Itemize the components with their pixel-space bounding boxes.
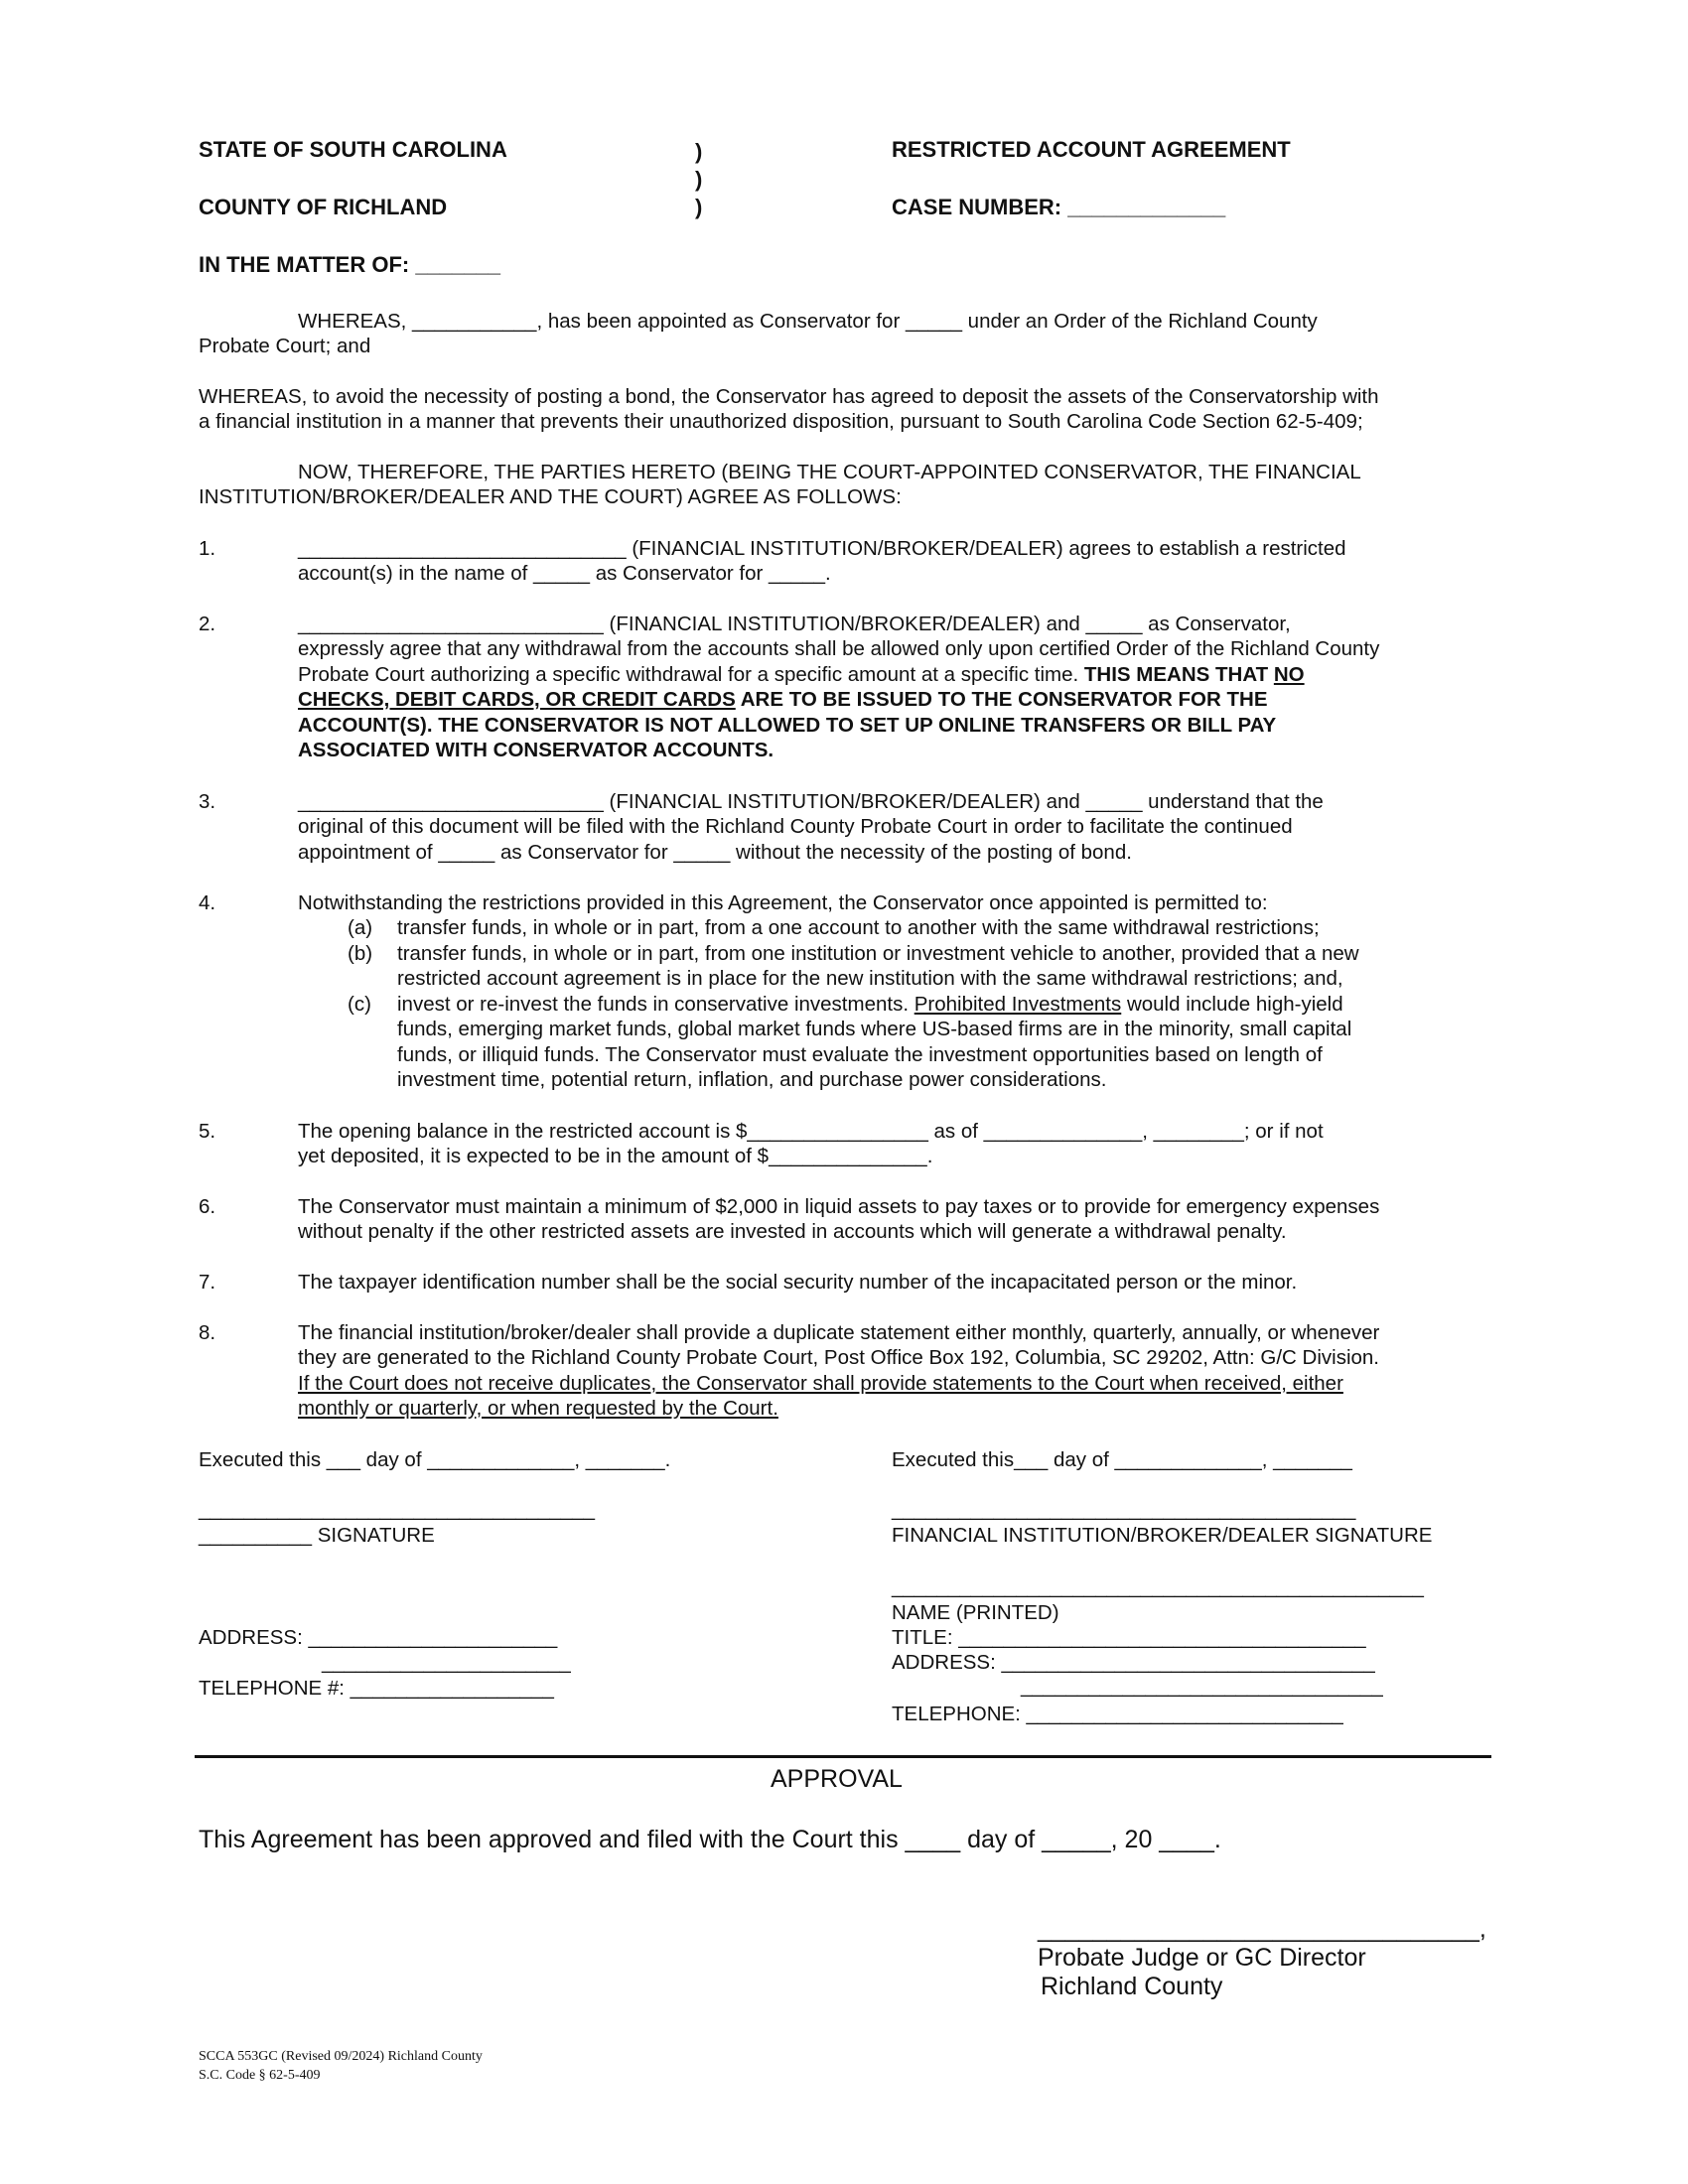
subitem-c-text: would include high-yield — [1121, 993, 1343, 1016]
whereas-appointment-cont: Probate Court; and — [199, 335, 371, 357]
conservator-address-line2: ______________________ — [322, 1651, 571, 1674]
approval-statement: This Agreement has been approved and filed with the Court this ____ day of _____, 20 ____. — [199, 1826, 1221, 1853]
item-2-emphasis-underlined: NO — [1273, 663, 1305, 686]
item-7-line: The taxpayer identification number shall be the social security number of the incapacitated person or the minor. — [298, 1271, 1298, 1294]
institution-signature-label: FINANCIAL INSTITUTION/BROKER/DEALER SIGNATURE — [892, 1524, 1433, 1547]
conservator-signature-label: __________ SIGNATURE — [199, 1524, 435, 1547]
item-2-line — [298, 662, 1305, 688]
approval-heading: APPROVAL — [771, 1765, 903, 1793]
item-8-underlined-line: monthly or quarterly, or when requested by the Court. — [298, 1397, 778, 1420]
subitem-c-text: invest or re-invest the funds in conservative investments. — [397, 993, 914, 1016]
item-2-line: expressly agree that any withdrawal from the accounts shall be allowed only upon certified Order of the Richland County — [298, 637, 1380, 660]
judge-signature-line: ________________________________, — [1038, 1915, 1486, 1943]
item-5-line: yet deposited, it is expected to be in the amount of $______________. — [298, 1145, 933, 1167]
printed-name-label: NAME (PRINTED) — [892, 1601, 1059, 1624]
item-number: 6. — [199, 1195, 216, 1218]
now-therefore: NOW, THEREFORE, THE PARTIES HERETO (BEING THE COURT-APPOINTED CONSERVATOR, THE FINANCIAL — [298, 461, 1361, 483]
item-6-line: without penalty if the other restricted assets are invested in accounts which will generate a withdrawal penalty. — [298, 1220, 1287, 1243]
subitem-label: (a) — [348, 916, 373, 939]
judge-county: Richland County — [1041, 1973, 1223, 2000]
subitem-c-line: funds, emerging market funds, global market funds where US-based firms are in the minority, small capital — [397, 1018, 1352, 1040]
item-number: 5. — [199, 1120, 216, 1143]
item-3-line: original of this document will be filed with the Richland County Probate Court in order to facilitate the continued — [298, 815, 1293, 838]
conservator-telephone-field: TELEPHONE #: __________________ — [199, 1677, 554, 1700]
item-2-line: ___________________________ (FINANCIAL INSTITUTION/BROKER/DEALER) and _____ as Conservator, — [298, 613, 1291, 635]
item-1-line: _____________________________ (FINANCIAL INSTITUTION/BROKER/DEALER) agrees to establish a restricted — [298, 537, 1346, 560]
subitem-b-line: restricted account agreement is in place for the new institution with the same withdrawal restrictions; and, — [397, 967, 1343, 990]
subitem-c-line: investment time, potential return, inflation, and purchase power considerations. — [397, 1068, 1107, 1091]
item-number: 8. — [199, 1321, 216, 1344]
executed-right: Executed this___ day of _____________, _______ — [892, 1448, 1352, 1471]
institution-address-line2: ________________________________ — [1021, 1675, 1383, 1698]
subitem-label: (b) — [348, 942, 373, 965]
state-heading: STATE OF SOUTH CAROLINA — [199, 137, 507, 162]
item-8-line: they are generated to the Richland County Probate Court, Post Office Box 192, Columbia, SC 29202, Attn: G/C Division. — [298, 1346, 1379, 1369]
document-title: RESTRICTED ACCOUNT AGREEMENT — [892, 137, 1291, 162]
item-6-line: The Conservator must maintain a minimum of $2,000 in liquid assets to pay taxes or to provide for emergency expenses — [298, 1195, 1380, 1218]
item-2-emphasis: ACCOUNT(S). THE CONSERVATOR IS NOT ALLOWED TO SET UP ONLINE TRANSFERS OR BILL PAY — [298, 714, 1277, 737]
institution-address-field: ADDRESS: _________________________________ — [892, 1651, 1375, 1674]
item-2-emphasis: THIS MEANS THAT — [1083, 663, 1274, 686]
institution-title-field: TITLE: ____________________________________ — [892, 1626, 1366, 1649]
subitem-label: (c) — [348, 993, 371, 1016]
approval-divider — [195, 1755, 1491, 1758]
conservator-address-field: ADDRESS: ______________________ — [199, 1626, 558, 1649]
caption-paren: ) — [695, 195, 703, 219]
form-number: SCCA 553GC (Revised 09/2024) Richland County — [199, 2049, 483, 2064]
item-number: 7. — [199, 1271, 216, 1294]
item-2-emphasis: ARE TO BE ISSUED TO THE CONSERVATOR FOR THE — [735, 688, 1268, 711]
case-number-field: CASE NUMBER: _____________ — [892, 195, 1226, 219]
item-2-text: Probate Court authorizing a specific withdrawal for a specific amount at a specific time. — [298, 663, 1084, 686]
whereas-bond-cont: a financial institution in a manner that prevents their unauthorized disposition, pursuant to South Carolina Code Section 62-5-409; — [199, 410, 1363, 433]
whereas-appointment: WHEREAS, ___________, has been appointed as Conservator for _____ under an Order of the Richland County — [298, 310, 1318, 333]
subitem-c-line: funds, or illiquid funds. The Conservator must evaluate the investment opportunities based on length of — [397, 1043, 1323, 1066]
institution-telephone-field: TELEPHONE: ____________________________ — [892, 1703, 1343, 1725]
printed-name-line: _______________________________________________ — [892, 1575, 1424, 1598]
subitem-a-line: transfer funds, in whole or in part, from a one account to another with the same withdrawal restrictions; — [397, 916, 1320, 939]
item-8-line: The financial institution/broker/dealer shall provide a duplicate statement either monthly, quarterly, annually, or whenever — [298, 1321, 1380, 1344]
item-number: 2. — [199, 613, 216, 635]
institution-signature-line: _________________________________________ — [892, 1498, 1356, 1521]
item-number: 3. — [199, 790, 216, 813]
item-number: 1. — [199, 537, 216, 560]
whereas-bond: WHEREAS, to avoid the necessity of posting a bond, the Conservator has agreed to deposit the assets of the Conservatorship with — [199, 385, 1379, 408]
conservator-signature-line: ___________________________________ — [199, 1498, 596, 1521]
subitem-b-line: transfer funds, in whole or in part, from one institution or investment vehicle to another, provided that a new — [397, 942, 1359, 965]
prohibited-investments-term: Prohibited Investments — [914, 993, 1122, 1016]
item-2-emphasis: ASSOCIATED WITH CONSERVATOR ACCOUNTS. — [298, 739, 774, 761]
subitem-c-line — [397, 992, 1343, 1018]
item-2-emphasis-underlined: CHECKS, DEBIT CARDS, OR CREDIT CARDS — [298, 688, 736, 711]
item-8-underlined-line: If the Court does not receive duplicates, the Conservator shall provide statements to the Court when received, either — [298, 1372, 1343, 1395]
executed-left: Executed this ___ day of _____________, _______. — [199, 1448, 671, 1471]
now-therefore-cont: INSTITUTION/BROKER/DEALER AND THE COURT) AGREE AS FOLLOWS: — [199, 485, 902, 508]
item-3-line: ___________________________ (FINANCIAL INSTITUTION/BROKER/DEALER) and _____ understand that the — [298, 790, 1324, 813]
code-reference: S.C. Code § 62-5-409 — [199, 2068, 321, 2083]
matter-field: IN THE MATTER OF: _______ — [199, 252, 500, 277]
item-number: 4. — [199, 891, 216, 914]
item-4-line: Notwithstanding the restrictions provided in this Agreement, the Conservator once appointed is permitted to: — [298, 891, 1268, 914]
item-2-line — [298, 687, 1268, 713]
county-heading: COUNTY OF RICHLAND — [199, 195, 448, 219]
caption-paren: ) — [695, 139, 703, 164]
caption-paren: ) — [695, 167, 703, 192]
item-5-line: The opening balance in the restricted account is $________________ as of ______________, ________; or if not — [298, 1120, 1324, 1143]
judge-title: Probate Judge or GC Director — [1038, 1944, 1366, 1972]
item-1-line: account(s) in the name of _____ as Conservator for _____. — [298, 562, 831, 585]
item-3-line: appointment of _____ as Conservator for _____ without the necessity of the posting of bond. — [298, 841, 1132, 864]
